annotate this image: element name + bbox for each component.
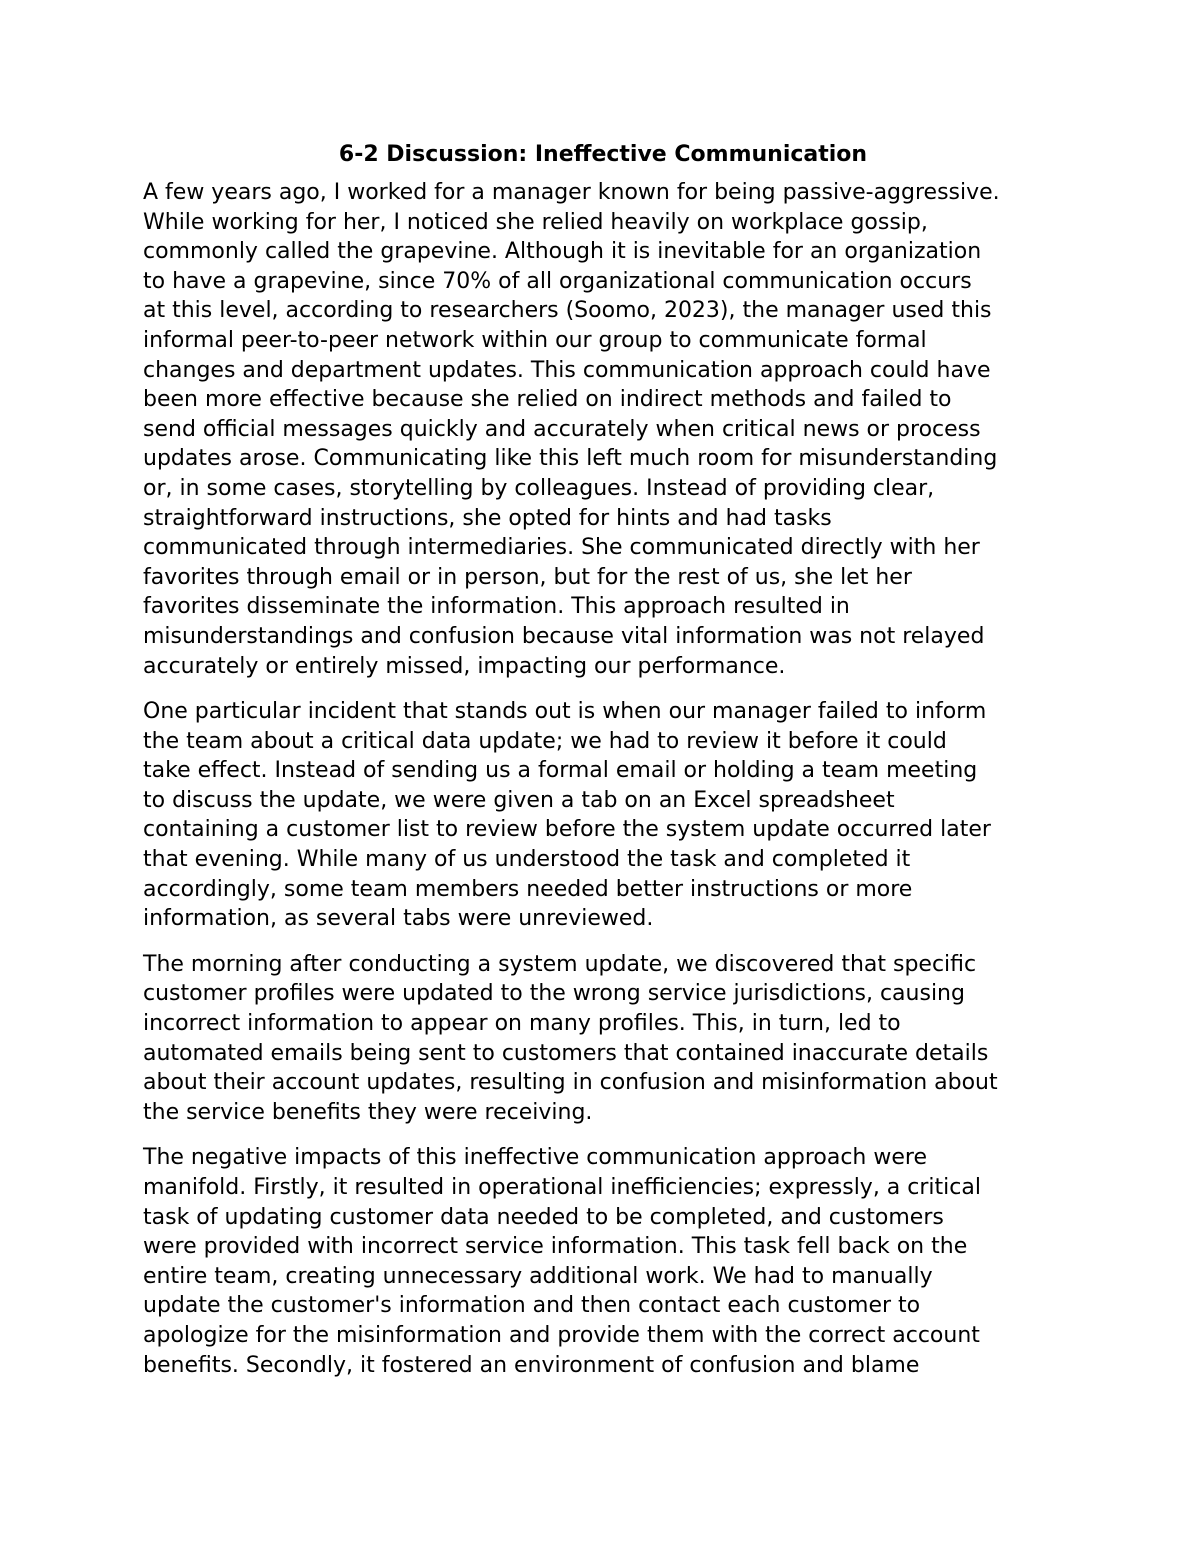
paragraph-system-update: The morning after conducting a system update, we discovered that specific customer profiles were updated to the wrong service jurisdictions, causing incorrect information to appear on many profiles. This, in turn, led to automated emails being sent to customers that contained inaccurate details about their account updates, resulting in confusion and misinformation about the service benefits they were receiving.: [143, 951, 998, 1125]
document-body: [143, 140, 1063, 1396]
paragraph-grapevine: A few years ago, I worked for a manager known for being passive-aggressive. While working for her, I noticed she relied heavily on workplace gossip, commonly called the grapevine. Although it is inevitable for an organization to have a grapevine, since 70% of all organizational communication occurs at this level, according to researchers (Soomo, 2023), the manager used this informal peer-to-peer network within our group to communicate formal changes and department updates. This communication approach could have been more effective because she relied on indirect methods and failed to send official messages quickly and accurately when critical news or process updates arose. Communicating like this left much room for misunderstanding or, in some cases, storytelling by colleagues. Instead of providing clear, straightforward instructions, she opted for hints and had tasks communicated through intermediaries. She communicated directly with her favorites through email or in person, but for the rest of us, she let her favorites disseminate the information. This approach resulted in misunderstandings and confusion because vital information was not relayed accurately or entirely missed, impacting our performance.: [143, 180, 1000, 679]
paragraph-incident: One particular incident that stands out is when our manager failed to inform the team about a critical data update; we had to review it before it could take effect. Instead of sending us a formal email or holding a team meeting to discuss the update, we were given a tab on an Excel spreadsheet containing a customer list to review before the system update occurred later that evening. While many of us understood the task and completed it accordingly, some team members needed better instructions or more information, as several tabs were unreviewed.: [143, 699, 991, 932]
paragraph-negative-impacts: The negative impacts of this ineffective communication approach were manifold. Firstly, it resulted in operational inefficiencies; expressly, a critical task of updating customer data needed to be completed, and customers were provided with incorrect service information. This task fell back on the entire team, creating unnecessary additional work. We had to manually update the customer's information and then contact each customer to apologize for the misinformation and provide them with the correct account benefits. Secondly, it fostered an environment of confusion and blame: [143, 1145, 981, 1378]
document-title: 6-2 Discussion: Ineffective Communication: [338, 142, 868, 167]
